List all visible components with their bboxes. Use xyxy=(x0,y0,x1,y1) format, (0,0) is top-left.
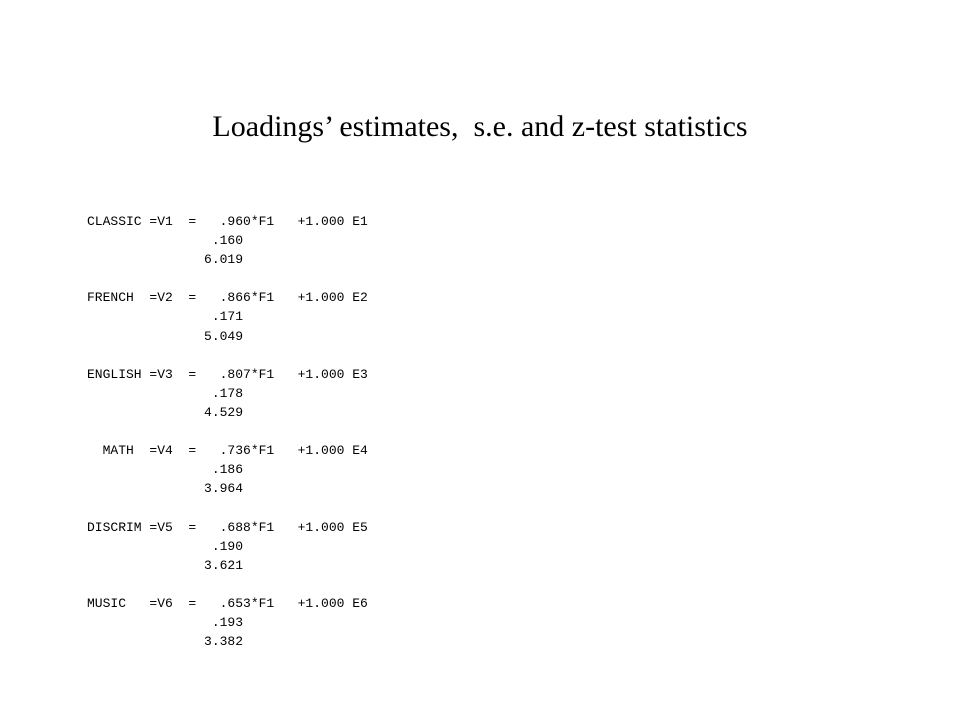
equation-line: MATH =V4 = .736*F1 +1.000 E4 xyxy=(87,443,368,459)
blank-line xyxy=(87,575,368,594)
equation-line: CLASSIC =V1 = .960*F1 +1.000 E1 xyxy=(87,214,368,229)
standard-error-line: .190 xyxy=(87,538,244,554)
z-statistic-line: 3.964 xyxy=(87,481,244,497)
blank-line xyxy=(87,269,368,288)
z-statistic-line: 3.621 xyxy=(87,557,244,573)
equation-line: MUSIC =V6 = .653*F1 +1.000 E6 xyxy=(87,595,368,611)
z-statistic-line: 5.049 xyxy=(87,328,244,344)
blank-line xyxy=(87,498,368,517)
standard-error-line: .186 xyxy=(87,462,244,478)
standard-error-line: .178 xyxy=(87,385,244,401)
standard-error-line: .160 xyxy=(87,233,244,249)
standard-error-line: .171 xyxy=(87,309,244,325)
slide-title: Loadings’ estimates, s.e. and z-test statistics xyxy=(212,110,748,143)
blank-line xyxy=(87,346,368,365)
z-statistic-line: 3.382 xyxy=(87,634,244,650)
equation-line: DISCRIM =V5 = .688*F1 +1.000 E5 xyxy=(87,519,368,535)
equation-line: ENGLISH =V3 = .807*F1 +1.000 E3 xyxy=(87,366,368,382)
loadings-output xyxy=(87,212,368,651)
z-statistic-line: 6.019 xyxy=(87,252,244,268)
blank-line xyxy=(87,422,368,441)
equation-line: FRENCH =V2 = .866*F1 +1.000 E2 xyxy=(87,290,368,306)
z-statistic-line: 4.529 xyxy=(87,404,244,420)
standard-error-line: .193 xyxy=(87,614,244,630)
